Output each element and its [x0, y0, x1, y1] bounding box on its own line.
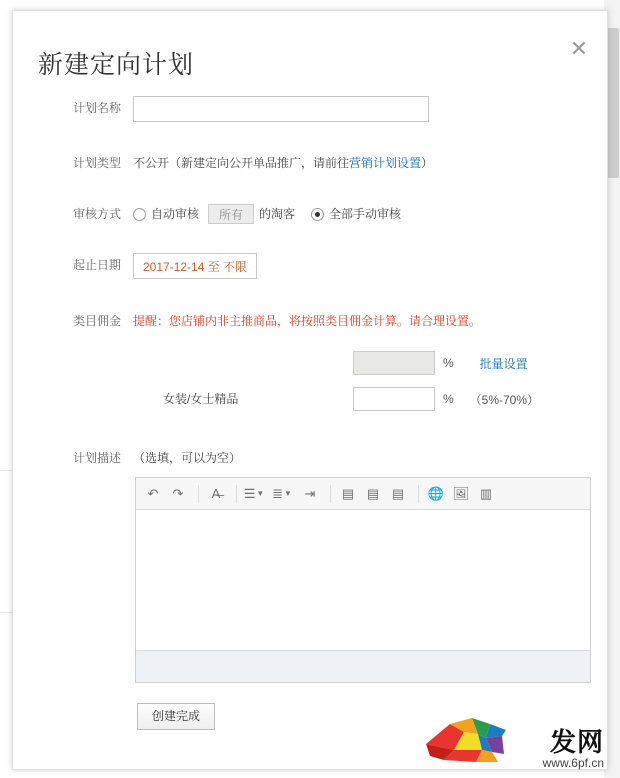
category-commission-label: 类目佣金: [72, 314, 121, 328]
commission-rate-percent: %: [443, 392, 454, 406]
undo-icon[interactable]: ↶: [147, 485, 159, 501]
chevron-down-icon[interactable]: ▼: [256, 489, 265, 498]
commission-rate-range: （5%-70%）: [469, 392, 540, 407]
plan-type-text-before: 不公开（新建定向公开单品推广，请前往: [133, 156, 350, 170]
close-icon[interactable]: ✕: [569, 36, 589, 61]
watermark-text: [543, 728, 604, 770]
align-right-icon[interactable]: ▤: [391, 485, 405, 501]
date-range-picker[interactable]: 2017-12-14 至 不限: [133, 253, 257, 279]
audit-auto-label[interactable]: 自动审核: [151, 207, 200, 221]
audit-method-label: 审核方式: [72, 207, 121, 221]
audit-manual-option[interactable]: [311, 202, 401, 226]
ordered-list-icon[interactable]: [268, 483, 296, 505]
toolbar-separator: [418, 485, 419, 503]
new-targeted-plan-dialog: [12, 10, 608, 770]
plan-name-input[interactable]: [133, 96, 429, 122]
plan-type-text-after: ）: [421, 156, 434, 170]
toolbar-separator: [330, 485, 331, 503]
watermark: [420, 710, 606, 772]
commission-rate-input[interactable]: [353, 387, 435, 411]
align-center-icon[interactable]: ▤: [366, 485, 380, 501]
dialog-title: 新建定向计划: [38, 51, 195, 79]
commission-warning-text: 提醒：您店铺内非主推商品，将按照类目佣金计算。请合理设置。: [133, 314, 482, 328]
align-left-icon[interactable]: ▤: [341, 485, 355, 501]
commission-category-name: 女装/女士精品: [163, 392, 239, 406]
radio-auto-icon[interactable]: [133, 208, 146, 221]
editor-statusbar: [136, 650, 590, 682]
ordered-list-glyph: ≣: [272, 485, 283, 501]
plan-description-hint: （选填，可以为空）: [133, 451, 242, 465]
plan-type-label: 计划类型: [72, 156, 121, 170]
audit-manual-label[interactable]: 全部手动审核: [329, 207, 402, 221]
plan-description-editor: [135, 477, 591, 683]
audit-auto-option[interactable]: [133, 202, 199, 226]
create-plan-button[interactable]: 创建完成: [137, 703, 215, 730]
plan-name-label: 计划名称: [72, 101, 121, 115]
plan-description-label: 计划描述: [72, 451, 121, 465]
watermark-brand: 发网: [549, 727, 604, 758]
marketing-plan-settings-link[interactable]: 营销计划设置: [349, 156, 422, 170]
date-range-label: 起止日期: [72, 258, 121, 272]
clear-format-icon[interactable]: A̶: [211, 486, 221, 501]
commission-batch-input[interactable]: [353, 351, 435, 375]
redo-icon[interactable]: ↷: [172, 485, 184, 501]
editor-toolbar: [136, 478, 590, 510]
batch-set-link[interactable]: 批量设置: [479, 356, 528, 371]
image-icon[interactable]: 🖼: [452, 485, 470, 501]
radio-manual-icon[interactable]: [311, 208, 324, 221]
link-icon[interactable]: 🌐: [427, 485, 445, 501]
toolbar-separator: [198, 485, 199, 503]
unordered-list-glyph: ☰: [243, 485, 256, 501]
unordered-list-icon[interactable]: [243, 483, 265, 505]
audit-middle-text: 的淘客: [259, 207, 296, 221]
audit-scope-select[interactable]: 所有: [208, 204, 254, 224]
table-icon[interactable]: ▥: [479, 485, 493, 501]
commission-batch-percent: %: [443, 356, 454, 370]
watermark-url: www.6pf.cn: [542, 755, 604, 770]
indent-icon[interactable]: ⇥: [304, 485, 316, 501]
chevron-down-icon[interactable]: ▼: [283, 489, 292, 498]
editor-content-area[interactable]: [136, 510, 590, 650]
toolbar-separator: [236, 485, 237, 503]
